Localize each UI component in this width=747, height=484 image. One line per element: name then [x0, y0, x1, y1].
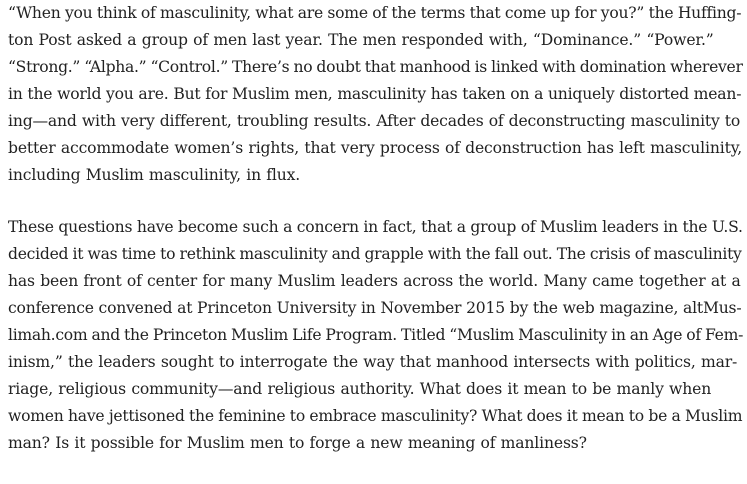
paragraph-line: conference convened at Princeton University in November 2015 by the web magazine, altMus- — [8, 299, 742, 317]
article-paragraph-1 — [8, 0, 743, 189]
paragraph-line: decided it was time to rethink masculinity and grapple with the fall out. The crisis of masculinity — [8, 245, 742, 263]
paragraph-line: These questions have become such a concern in fact, that a group of Muslim leaders in the U.S. — [8, 218, 743, 236]
paragraph-line: man? Is it possible for Muslim men to forge a new meaning of manliness? — [8, 434, 587, 452]
paragraph-spacer — [8, 189, 743, 214]
paragraph-line — [8, 457, 743, 484]
article-body — [8, 0, 743, 484]
paragraph-line: inism,” the leaders sought to interrogate the way that manhood intersects with politics, mar- — [8, 353, 738, 371]
paragraph-line: ton Post asked a group of men last year. The men responded with, “Dominance.” “Power.” — [8, 31, 714, 49]
paragraph-line: including Muslim masculinity, in flux. — [8, 166, 301, 184]
paragraph-line: “When you think of masculinity, what are some of the terms that come up for you?” the Huffing- — [8, 4, 742, 22]
paragraph-line: better accommodate women’s rights, that very process of deconstruction has left masculinity, — [8, 139, 743, 157]
paragraph-line: limah.com and the Princeton Muslim Life Program. Titled “Muslim Masculinity in an Age of Fem- — [8, 326, 744, 344]
paragraph-line: “Strong.” “Alpha.” “Control.” There’s no doubt that manhood is linked with domination wherever — [8, 58, 743, 76]
paragraph-line: has been front of center for many Muslim leaders across the world. Many came together at a — [8, 272, 741, 290]
paragraph-line: riage, religious community—and religious authority. What does it mean to be manly when — [8, 380, 712, 398]
paragraph-line: ing—and with very different, troubling results. After decades of deconstructing masculinity to — [8, 112, 741, 130]
paragraph-line: in the world you are. But for Muslim men, masculinity has taken on a uniquely distorted mean- — [8, 85, 742, 103]
article-paragraph-2 — [8, 214, 743, 484]
paragraph-line: women have jettisoned the feminine to embrace masculinity? What does it mean to be a Muslim — [8, 407, 743, 425]
